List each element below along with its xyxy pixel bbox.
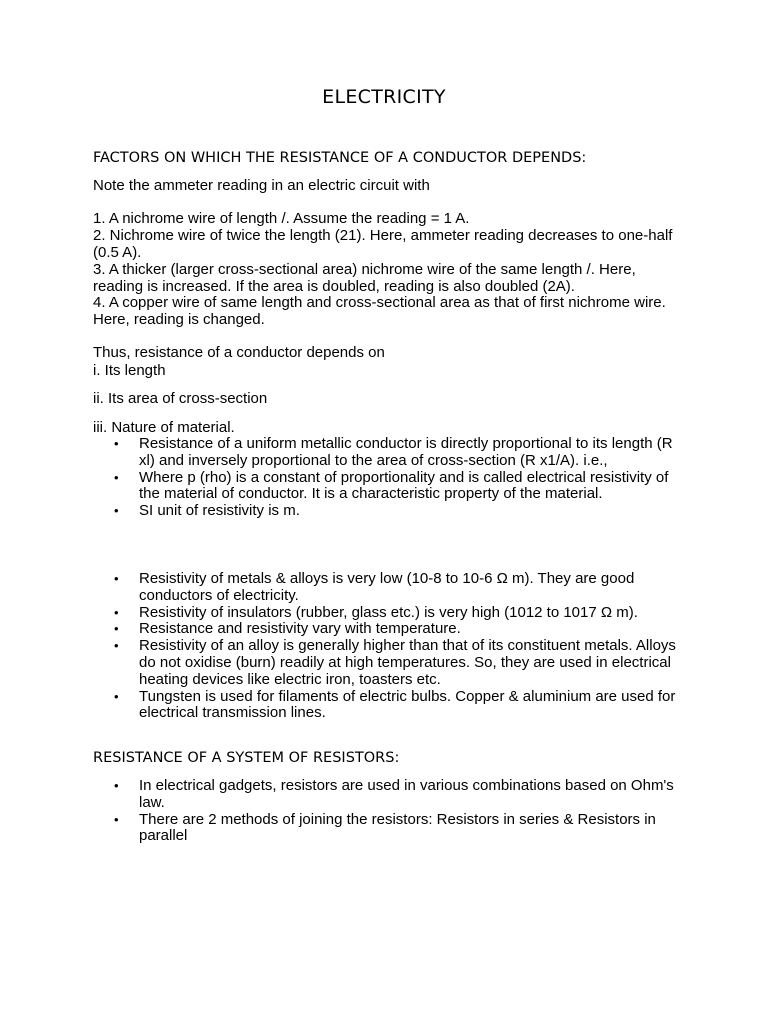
list-item-text: Tungsten is used for filaments of electric bulbs. Copper & aluminium are used for electrical transmission lines. <box>139 687 676 722</box>
section-heading-factors: FACTORS ON WHICH THE RESISTANCE OF A CONDUCTOR DEPENDS: <box>93 150 587 166</box>
bullet-icon: • <box>114 604 119 620</box>
bullet-icon: • <box>114 469 119 485</box>
list-item <box>112 778 682 812</box>
resistivity-bullet-list <box>112 436 682 520</box>
list-item <box>112 689 682 723</box>
list-item-text: Resistivity of metals & alloys is very low (10-8 to 10-6 Ω m). They are good conductors of electricity. <box>139 570 635 604</box>
bullet-icon: • <box>114 778 119 793</box>
document-title: ELECTRICITY <box>322 86 446 108</box>
list-item <box>112 571 682 605</box>
list-item-text: There are 2 methods of joining the resistors: Resistors in series & Resistors in parallel <box>139 810 656 845</box>
list-item <box>112 605 682 622</box>
factor-area: ii. Its area of cross-section <box>93 390 268 407</box>
resistor-system-list <box>112 778 682 845</box>
list-item <box>112 503 682 520</box>
list-item-text: Resistance and resistivity vary with temperature. <box>139 620 461 638</box>
list-item-text: Resistance of a uniform metallic conductor is directly proportional to its length (R xl) and inversely proportional to the area of cross-section (R x1/A). i.e., <box>139 435 673 469</box>
list-item-text: SI unit of resistivity is m. <box>139 502 300 520</box>
bullet-icon: • <box>114 638 119 654</box>
bullet-icon: • <box>114 571 119 586</box>
list-item <box>112 621 682 638</box>
conclusion-paragraph: Thus, resistance of a conductor depends on <box>93 344 385 361</box>
resistivity-facts-list <box>112 571 682 722</box>
experiment-item: 2. Nichrome wire of twice the length (21). Here, ammeter reading decreases to one-half (0.5 A). <box>93 227 673 261</box>
list-item-text: Resistivity of an alloy is generally higher than that of its constituent metals. Alloys do not oxidise (burn) readily at high temperatures. So, they are used in electrical heating devices like electric iron, toasters etc. <box>139 637 676 688</box>
list-item-text: In electrical gadgets, resistors are used in various combinations based on Ohm's law. <box>139 777 674 811</box>
list-item <box>112 812 682 846</box>
bullet-icon: • <box>114 503 119 519</box>
bullet-icon: • <box>114 811 119 827</box>
bullet-icon: • <box>114 621 119 637</box>
list-item <box>112 436 682 470</box>
experiment-item: 1. A nichrome wire of length /. Assume the reading = 1 A. <box>93 210 470 227</box>
list-item <box>112 470 682 504</box>
section-heading-resistors: RESISTANCE OF A SYSTEM OF RESISTORS: <box>93 750 400 766</box>
bullet-icon: • <box>114 436 119 451</box>
factor-length: i. Its length <box>93 362 166 379</box>
factor-material: iii. Nature of material. <box>93 419 235 436</box>
experiment-item: 3. A thicker (larger cross-sectional area) nichrome wire of the same length /. Here, reading is increased. If the area is doubled, reading is also doubled (2A). <box>93 261 636 295</box>
list-item-text: Resistivity of insulators (rubber, glass etc.) is very high (1012 to 1017 Ω m). <box>139 603 638 621</box>
experiment-item: 4. A copper wire of same length and cross-sectional area as that of first nichrome wire. Here, reading is changed. <box>93 294 666 328</box>
bullet-icon: • <box>114 688 119 704</box>
list-item-text: Where p (rho) is a constant of proportionality and is called electrical resistivity of the material of conductor. It is a characteristic property of the material. <box>139 468 669 503</box>
list-item <box>112 638 682 688</box>
intro-paragraph: Note the ammeter reading in an electric circuit with <box>93 177 430 194</box>
